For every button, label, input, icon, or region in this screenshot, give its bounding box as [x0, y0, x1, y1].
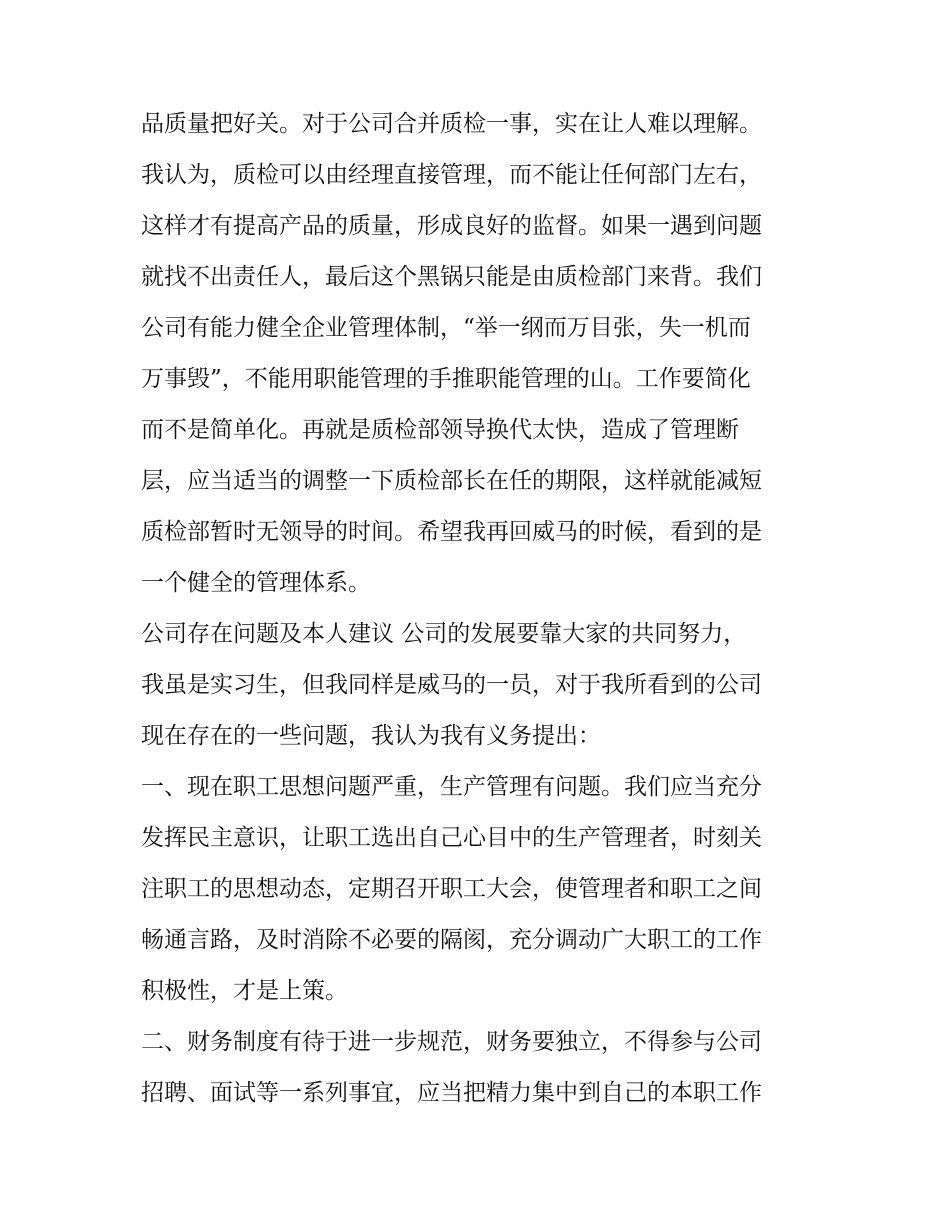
text-line: 一个健全的管理体系。 [141, 570, 371, 596]
text-line: 层，应当适当的调整一下质检部长在任的期限，这样就能减短 [141, 468, 762, 494]
text-line: 万事毁”，不能用职能管理的手推职能管理的山。工作要简化 [141, 366, 751, 392]
text-line: 一、现在职工思想问题严重，生产管理有问题。我们应当充分 [141, 774, 762, 800]
text-line: 就找不出责任人，最后这个黑锅只能是由质检部门来背。我们 [141, 264, 762, 290]
text-line: 质检部暂时无领导的时间。希望我再回威马的时候，看到的是 [141, 519, 762, 545]
text-line: 畅通言路，及时消除不必要的隔阂，充分调动广大职工的工作 [141, 927, 762, 953]
text-line: 现在存在的一些问题，我认为我有义务提出： [141, 723, 601, 749]
text-line: 发挥民主意识，让职工选出自己心目中的生产管理者，时刻关 [141, 825, 762, 851]
text-line: 公司存在问题及本人建议 公司的发展要靠大家的共同努力， [141, 621, 747, 647]
text-line: 而不是简单化。再就是质检部领导换代太快，造成了管理断 [141, 417, 739, 443]
document-body [141, 99, 831, 1119]
text-line: 二、财务制度有待于进一步规范，财务要独立，不得参与公司 [141, 1029, 762, 1055]
text-line: 我虽是实习生，但我同样是威马的一员，对于我所看到的公司 [141, 672, 762, 698]
text-line: 公司有能力健全企业管理体制，“举一纲而万目张，失一机而 [141, 315, 751, 341]
text-line: 我认为，质检可以由经理直接管理，而不能让任何部门左右， [141, 162, 762, 188]
text-line: 这样才有提高产品的质量，形成良好的监督。如果一遇到问题 [141, 213, 762, 239]
text-line: 积极性，才是上策。 [141, 978, 348, 1004]
text-line: 品质量把好关。对于公司合并质检一事，实在让人难以理解。 [141, 111, 762, 137]
text-line: 注职工的思想动态，定期召开职工大会，使管理者和职工之间 [141, 876, 762, 902]
text-line: 招聘、面试等一系列事宜，应当把精力集中到自己的本职工作 [141, 1080, 762, 1106]
